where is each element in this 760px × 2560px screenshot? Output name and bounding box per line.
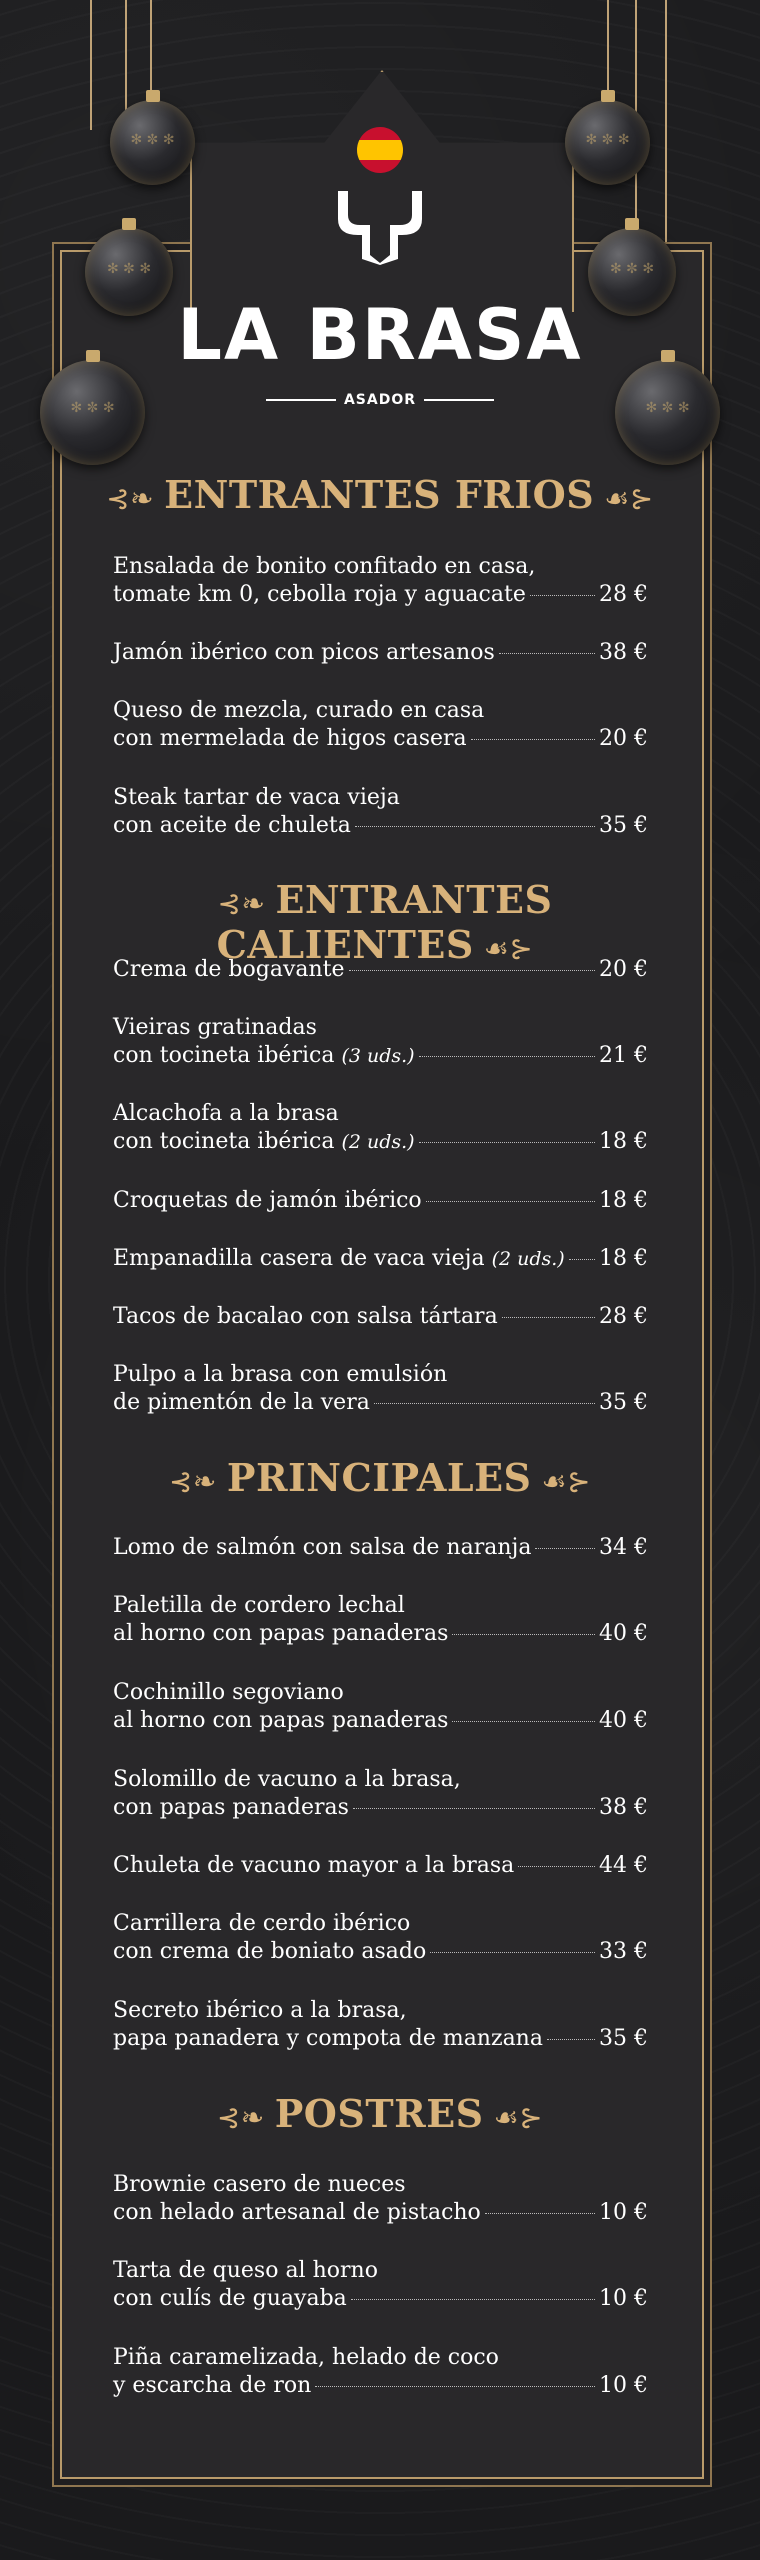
christmas-bauble-icon xyxy=(615,360,720,465)
menu-item: Steak tartar de vaca vieja con aceite de chuleta 35 € xyxy=(113,785,648,838)
christmas-bauble-icon xyxy=(40,360,145,465)
brand-name: LA BRASA xyxy=(177,294,583,376)
brand-tagline: ASADOR xyxy=(0,392,760,408)
menu-item: Cochinillo segoviano al horno con papas panaderas 40 € xyxy=(113,1680,648,1733)
menu-item: Carrillera de cerdo ibérico con crema de boniato asado 33 € xyxy=(113,1911,648,1964)
ornament-thread xyxy=(125,0,127,110)
flourish-icon: ☙⊱ xyxy=(541,1465,592,1498)
flourish-icon: ☙⊱ xyxy=(483,932,534,965)
flourish-icon: ☙⊱ xyxy=(493,2101,544,2134)
ornament-thread xyxy=(90,0,92,130)
christmas-bauble-icon xyxy=(565,100,650,185)
menu-item: Queso de mezcla, curado en casa con mermelada de higos casera 20 € xyxy=(113,698,648,751)
menu-item: Paletilla de cordero lechal al horno con papas panaderas 40 € xyxy=(113,1593,648,1646)
menu-item: Secreto ibérico a la brasa, papa panadera y compota de manzana 35 € xyxy=(113,1998,648,2051)
flourish-icon: ⊰❧ xyxy=(168,1465,217,1498)
bull-horns-icon xyxy=(330,185,430,265)
menu-item: Vieiras gratinadas con tocineta ibérica (3 uds.) 21 € xyxy=(113,1015,648,1068)
menu-item: Tarta de queso al horno con culís de guayaba 10 € xyxy=(113,2258,648,2311)
christmas-bauble-icon xyxy=(110,100,195,185)
section-heading-entrantes-calientes: ⊰❧ ENTRANTES CALIENTES ☙⊱ xyxy=(216,877,553,967)
flourish-icon: ☙⊱ xyxy=(604,482,654,515)
menu-item: Lomo de salmón con salsa de naranja 34 € xyxy=(113,1535,648,1560)
menu-item: Pulpo a la brasa con emulsión de pimentón de la vera 35 € xyxy=(113,1362,648,1415)
menu-item: Empanadilla casera de vaca vieja (2 uds.) 18 € xyxy=(113,1246,648,1271)
menu-item: Crema de bogavante 20 € xyxy=(113,957,648,982)
menu-item: Chuleta de vacuno mayor a la brasa 44 € xyxy=(113,1853,648,1878)
menu-item: Brownie casero de nueces con helado artesanal de pistacho 10 € xyxy=(113,2172,648,2225)
menu-item: Tacos de bacalao con salsa tártara 28 € xyxy=(113,1304,648,1329)
menu-item: Solomillo de vacuno a la brasa, con papas panaderas 38 € xyxy=(113,1767,648,1820)
menu-item: Jamón ibérico con picos artesanos 38 € xyxy=(113,640,648,665)
section-heading-entrantes-frios: ⊰❧ ENTRANTES FRIOS ☙⊱ xyxy=(106,472,654,517)
menu-item: Croquetas de jamón ibérico 18 € xyxy=(113,1188,648,1213)
spain-flag-icon xyxy=(357,127,403,173)
section-heading-principales: ⊰❧ PRINCIPALES ☙⊱ xyxy=(168,1455,592,1500)
menu-item: Piña caramelizada, helado de coco y escarcha de ron 10 € xyxy=(113,2345,648,2398)
menu-item: Alcachofa a la brasa con tocineta ibérica (2 uds.) 18 € xyxy=(113,1101,648,1154)
flourish-icon: ⊰❧ xyxy=(106,482,155,515)
section-heading-postres: ⊰❧ POSTRES ☙⊱ xyxy=(216,2091,544,2136)
flourish-icon: ⊰❧ xyxy=(216,2101,265,2134)
menu-item: Ensalada de bonito confitado en casa, tomate km 0, cebolla roja y aguacate 28 € xyxy=(113,554,648,607)
flourish-icon: ⊰❧ xyxy=(217,887,266,920)
